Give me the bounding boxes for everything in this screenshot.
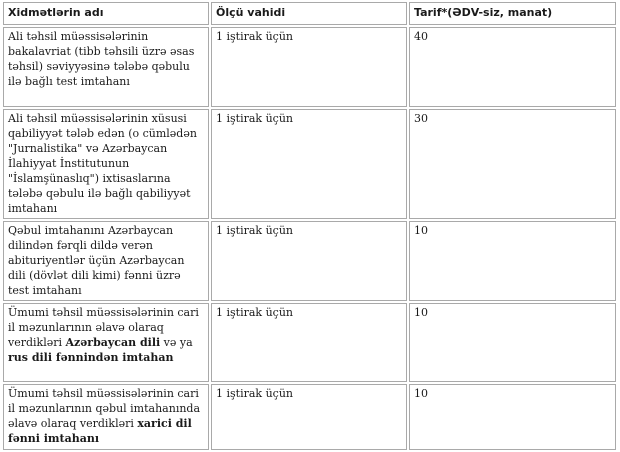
service-name-cell — [3, 303, 209, 382]
unit-cell: 1 iştirak üçün — [211, 27, 407, 107]
service-name-cell: Qəbul imtahanını Azərbaycan dilindən fərqli dildə verən abituriyentlər üçün Azərbaycan dili (dövlət dili kimi) fənni üzrə test imtahanı — [3, 221, 209, 301]
service-name-bold: Azərbaycan dili — [65, 336, 161, 349]
service-name-text: Ümumi təhsil müəssisələrinin cari il məzunlarının əlavə olaraq verdikləri — [8, 306, 199, 349]
table-header-row — [3, 2, 616, 25]
tariff-cell: 10 — [409, 221, 616, 301]
header-unit: Ölçü vahidi — [211, 2, 407, 25]
table-row — [3, 384, 616, 450]
tariff-cell: 30 — [409, 109, 616, 219]
unit-cell: 1 iştirak üçün — [211, 384, 407, 450]
table-row — [3, 303, 616, 382]
unit-cell: 1 iştirak üçün — [211, 109, 407, 219]
header-tariff: Tarif*(ƏDV-siz, manat) — [409, 2, 616, 25]
service-name-cell — [3, 384, 209, 450]
table-row — [3, 27, 616, 107]
service-name-bold: xarici dil fənni imtahanı — [8, 417, 192, 445]
service-name-cell: Ali təhsil müəssisələrinin bakalavriat (tibb təhsili üzrə əsas təhsil) səviyyəsinə tələbə qəbulu ilə bağlı test imtahanı — [3, 27, 209, 107]
tariff-cell: 10 — [409, 384, 616, 450]
unit-cell: 1 iştirak üçün — [211, 303, 407, 382]
service-name-text: Ümumi təhsil müəssisələrinin cari il məzunlarının qəbul imtahanında əlavə olaraq verdikləri — [8, 387, 201, 430]
header-service-name: Xidmətlərin adı — [3, 2, 209, 25]
tariff-cell: 10 — [409, 303, 616, 382]
service-name-cell: Ali təhsil müəssisələrinin xüsusi qabiliyyət tələb edən (o cümlədən "Jurnalistika" və Azərbaycan İlahiyyat İnstitutunun "İslamşünaslıq") ixtisaslarına tələbə qəbulu ilə bağlı qabiliyyət imtahanı — [3, 109, 209, 219]
tariff-cell: 40 — [409, 27, 616, 107]
tariff-table — [1, 0, 618, 452]
unit-cell: 1 iştirak üçün — [211, 221, 407, 301]
service-name-bold: rus dili fənnindən imtahan — [8, 351, 174, 364]
service-name-text: və ya — [160, 336, 193, 349]
table-row — [3, 221, 616, 301]
table-row — [3, 109, 616, 219]
